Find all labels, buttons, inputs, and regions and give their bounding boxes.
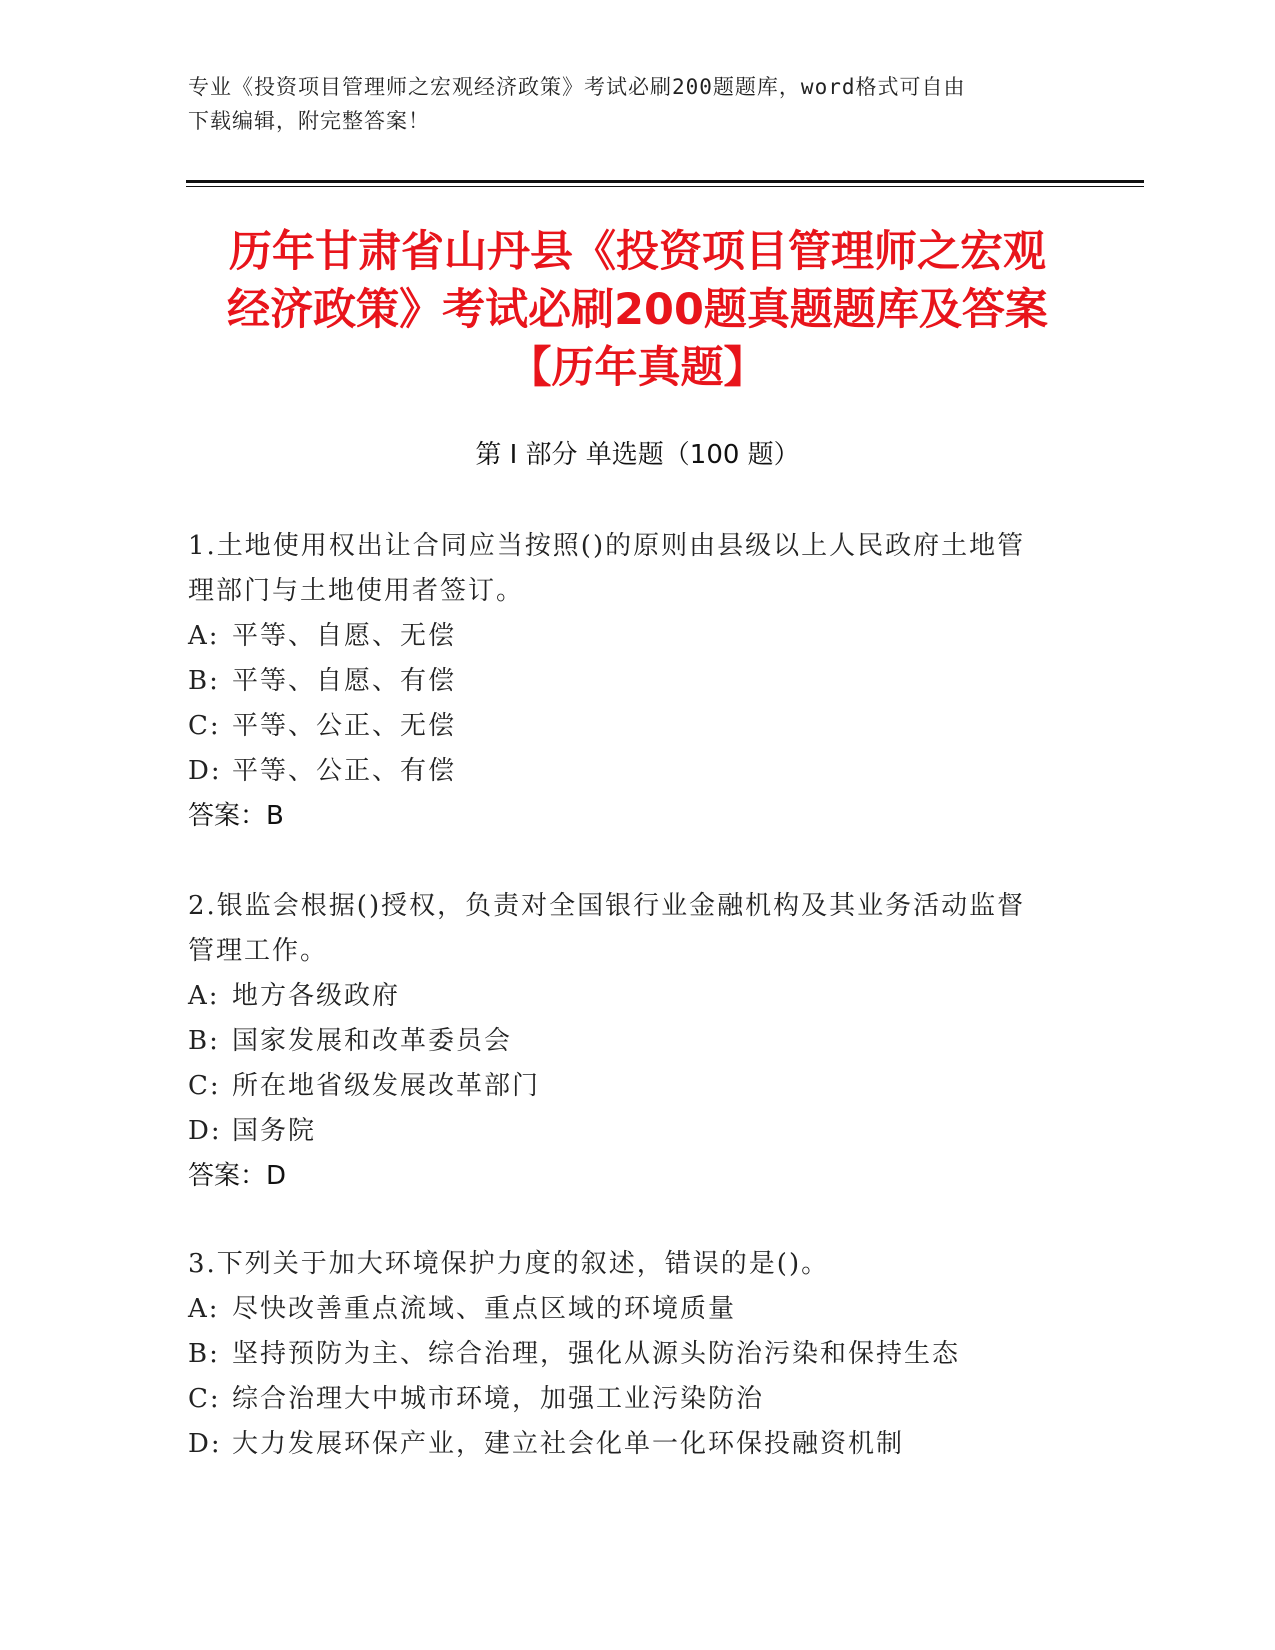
option-key: C: (188, 711, 221, 741)
title-line2: 经济政策》考试必刷200题真题题库及答案 (227, 285, 1048, 335)
question-stem-line2: 管理工作。 (188, 936, 329, 966)
option-text: 平等、公正、无偿 (232, 711, 457, 741)
option-key: D: (188, 756, 222, 786)
question-1 (188, 524, 1088, 839)
option-b (188, 659, 1088, 704)
title-line3: 【历年真题】 (508, 343, 767, 393)
option-text: 平等、公正、有偿 (232, 756, 457, 786)
option-text: 所在地省级发展改革部门 (232, 1071, 541, 1101)
option-key: B: (188, 1339, 220, 1369)
option-key: C: (188, 1071, 221, 1101)
option-key: B: (188, 1026, 220, 1056)
option-key: A: (188, 621, 220, 651)
question-stem-line1: 1.土地使用权出让合同应当按照()的原则由县级以上人民政府土地管 (188, 531, 1026, 561)
option-d (188, 749, 1088, 794)
question-stem-line1: 2.银监会根据()授权，负责对全国银行业金融机构及其业务活动监督 (188, 891, 1026, 921)
option-c (188, 1064, 1088, 1109)
option-c (188, 1377, 1088, 1422)
answer: 答案：D (188, 1161, 287, 1191)
option-key: A: (188, 981, 220, 1011)
option-text: 国家发展和改革委员会 (232, 1026, 513, 1056)
option-d (188, 1422, 1088, 1467)
header-note-line2: 下载编辑，附完整答案！ (188, 109, 430, 133)
answer: 答案：B (188, 801, 284, 831)
option-text: 地方各级政府 (232, 981, 401, 1011)
option-d (188, 1109, 1088, 1154)
option-text: 国务院 (232, 1116, 317, 1146)
title-line1: 历年甘肃省山丹县《投资项目管理师之宏观 (229, 227, 1046, 277)
option-key: C: (188, 1384, 221, 1414)
document-title (160, 223, 1115, 397)
option-key: A: (188, 1294, 220, 1324)
question-stem-line2: 理部门与土地使用者签订。 (188, 576, 525, 606)
option-a (188, 1287, 1088, 1332)
header-note-line1: 专业《投资项目管理师之宏观经济政策》考试必刷200题题库，word格式可自由 (188, 75, 966, 99)
option-text: 大力发展环保产业，建立社会化单一化环保投融资机制 (232, 1429, 905, 1459)
question-2 (188, 884, 1088, 1199)
question-3 (188, 1242, 1088, 1467)
option-key: B: (188, 666, 220, 696)
header-divider-thick (186, 180, 1144, 183)
header-divider-thin (186, 186, 1144, 187)
option-text: 平等、自愿、有偿 (232, 666, 457, 696)
option-text: 坚持预防为主、综合治理，强化从源头防治污染和保持生态 (232, 1339, 961, 1369)
option-text: 综合治理大中城市环境，加强工业污染防治 (232, 1384, 765, 1414)
option-a (188, 614, 1088, 659)
option-c (188, 704, 1088, 749)
option-key: D: (188, 1116, 222, 1146)
option-b (188, 1019, 1088, 1064)
option-text: 尽快改善重点流域、重点区域的环境质量 (232, 1294, 737, 1324)
option-text: 平等、自愿、无偿 (232, 621, 457, 651)
option-key: D: (188, 1429, 222, 1459)
option-a (188, 974, 1088, 1019)
section-heading: 第 I 部分 单选题（100 题） (475, 440, 800, 470)
header-note (188, 70, 1078, 138)
question-stem-line1: 3.下列关于加大环境保护力度的叙述，错误的是()。 (188, 1249, 830, 1279)
option-b (188, 1332, 1088, 1377)
